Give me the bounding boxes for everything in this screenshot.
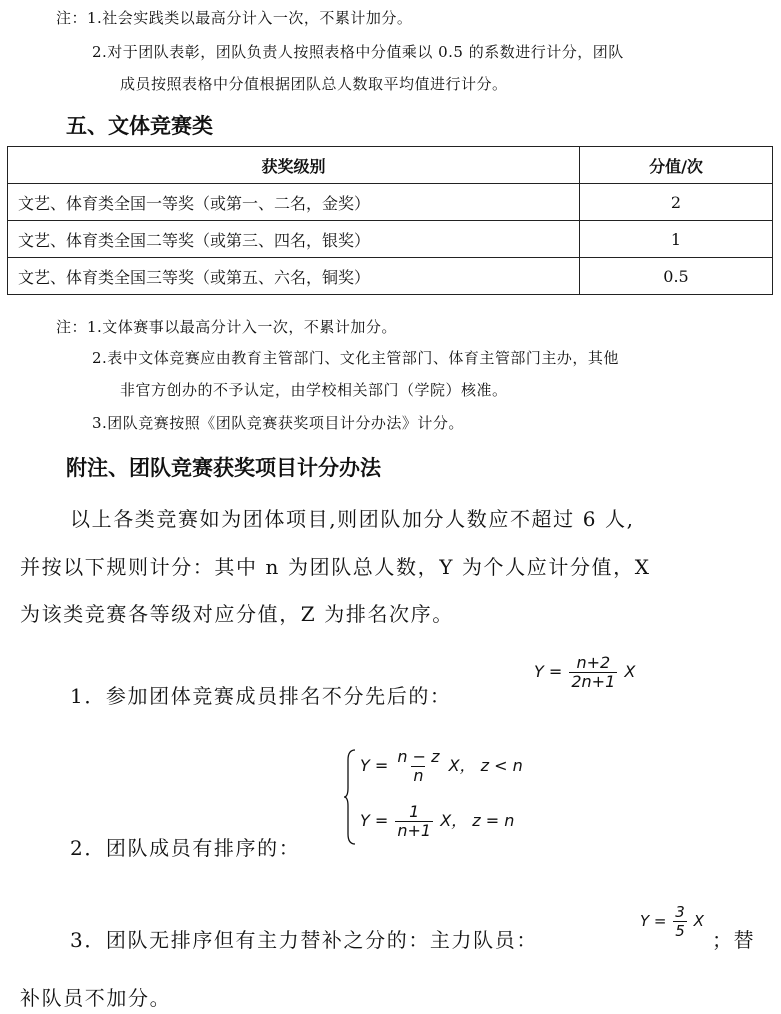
formula-2b-cond: z = n	[472, 811, 515, 830]
appendix-title: 附注、团队竞赛获奖项目计分办法	[66, 456, 381, 480]
formula-3-num: 3	[675, 903, 685, 921]
table-row	[8, 221, 773, 258]
section5-note-2a: 2.表中文体竞赛应由教育主管部门、文化主管部门、体育主管部门主办，其他	[92, 349, 619, 367]
prev-note-2b: 成员按照表格中分值根据团队总人数取平均值进行计分。	[120, 75, 508, 93]
formula-2b-den: n+1	[397, 821, 432, 840]
prev-note-1: 注：1.社会实践类以最高分计入一次，不累计加分。	[56, 9, 413, 27]
formula-1-num: n+2	[576, 653, 611, 672]
brace-icon	[343, 748, 357, 846]
col-header-level: 获奖级别	[8, 147, 580, 184]
formula-2b-lhs: Y =	[360, 811, 389, 830]
award-score: 0.5	[580, 258, 773, 295]
formula-3-rhs: X	[693, 912, 704, 930]
appendix-para-line1: 以上各类竞赛如为团体项目,则团队加分人数应不超过 6 人,	[70, 507, 635, 531]
section5-note-2b: 非官方创办的不予认定，由学校相关部门（学院）核准。	[120, 381, 508, 399]
awards-table	[7, 146, 773, 295]
formula-1-lhs: Y =	[534, 662, 563, 681]
section5-title: 五、文体竞赛类	[66, 114, 213, 138]
table-row	[8, 184, 773, 221]
appendix-para-line2: 并按以下规则计分：其中 n 为团队总人数，Y 为个人应计分值，X	[20, 555, 651, 579]
award-level: 文艺、体育类全国一等奖（或第一、二名，金奖）	[8, 184, 580, 221]
award-score: 1	[580, 221, 773, 258]
rule-3-tail: ；替	[712, 928, 756, 952]
formula-1-den: 2n+1	[571, 672, 616, 691]
formula-2a-rhs: X，	[448, 756, 476, 775]
rule-3-continuation: 补队员不加分。	[20, 986, 172, 1010]
table-row	[8, 258, 773, 295]
rule-3-text: 3．团队无排序但有主力替补之分的：主力队员：	[70, 928, 538, 952]
formula-3	[640, 903, 704, 940]
formula-2a-den: n	[413, 766, 424, 785]
formula-3-fraction	[673, 903, 687, 940]
award-level: 文艺、体育类全国三等奖（或第五、六名，铜奖）	[8, 258, 580, 295]
formula-2a-lhs: Y =	[360, 756, 389, 775]
formula-3-den: 5	[675, 922, 685, 940]
section5-note-3: 3.团队竞赛按照《团队竞赛获奖项目计分办法》计分。	[92, 414, 464, 432]
formula-2a-cond: z < n	[480, 756, 523, 775]
rule-2-text: 2．团队成员有排序的：	[70, 836, 301, 860]
rule-1-text: 1．参加团体竞赛成员排名不分先后的：	[70, 684, 452, 708]
formula-1-rhs: X	[624, 662, 636, 681]
col-header-score: 分值/次	[580, 147, 773, 184]
formula-2b-rhs: X，	[440, 811, 468, 830]
formula-1-fraction	[569, 654, 617, 691]
formula-2a-fraction	[395, 748, 441, 785]
formula-2a	[360, 748, 523, 785]
award-level: 文艺、体育类全国二等奖（或第三、四名，银奖）	[8, 221, 580, 258]
formula-1	[534, 654, 635, 691]
table-header-row	[8, 147, 773, 184]
prev-note-2a: 2.对于团队表彰，团队负责人按照表格中分值乘以 0.5 的系数进行计分，团队	[92, 43, 624, 61]
formula-2a-num: n − z	[397, 747, 440, 766]
formula-2b-num: 1	[409, 802, 420, 821]
appendix-para-line3: 为该类竞赛各等级对应分值，Z 为排名次序。	[20, 602, 454, 626]
formula-2b	[360, 803, 514, 840]
formula-2b-fraction	[395, 803, 433, 840]
formula-3-lhs: Y =	[640, 912, 667, 930]
section5-note-1: 注：1.文体赛事以最高分计入一次，不累计加分。	[56, 318, 397, 336]
award-score: 2	[580, 184, 773, 221]
